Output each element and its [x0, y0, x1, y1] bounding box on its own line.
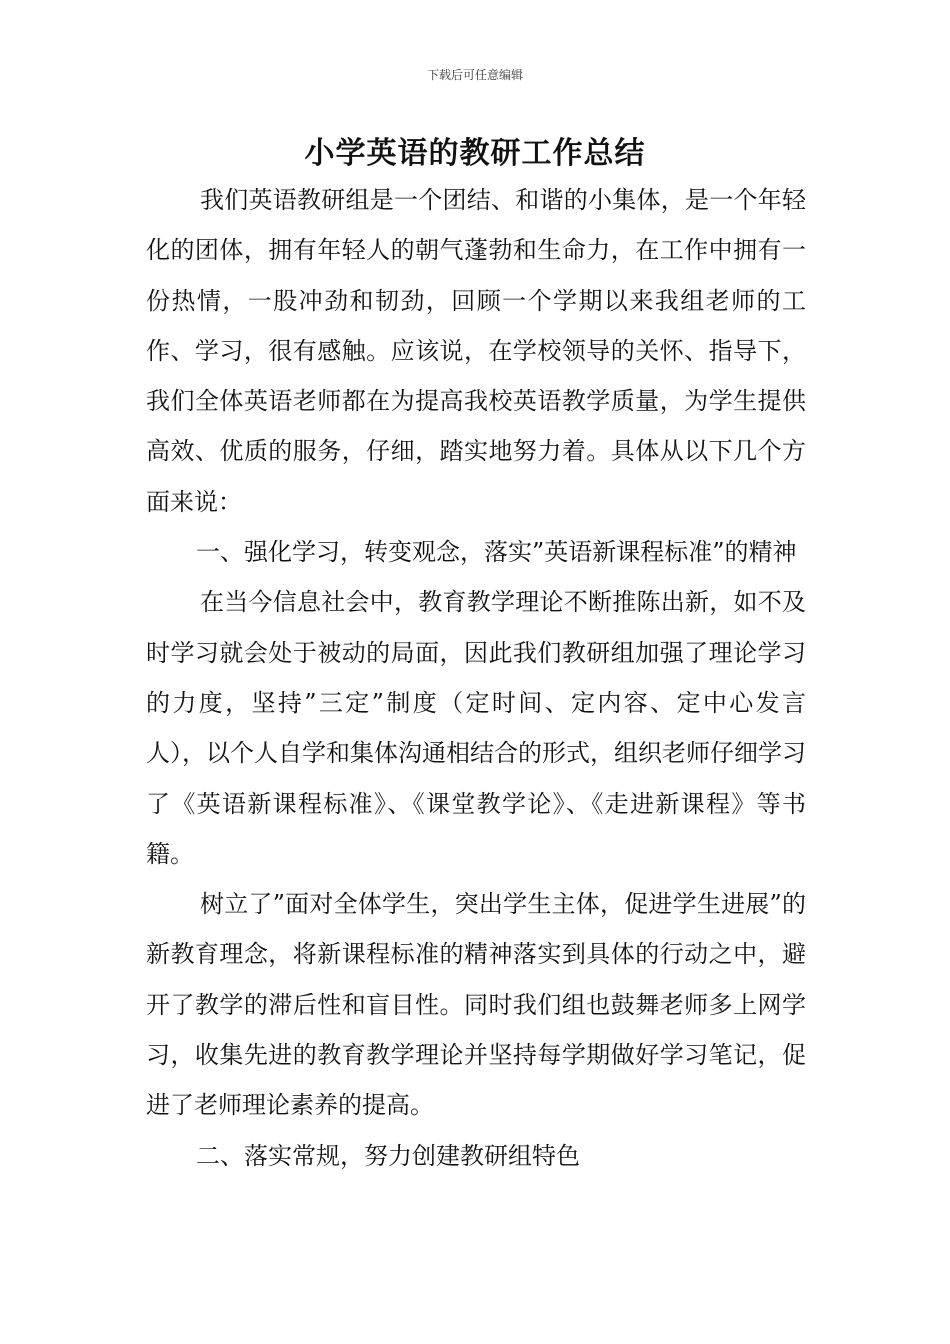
paragraph-study: 在当今信息社会中，教育教学理论不断推陈出新，如不及时学习就会处于被动的局面，因此我们教研组加强了理论学习的力度，坚持”三定”制度（定时间、定内容、定中心发言人），以个人自学和集体沟通相结合的形式，组织老师仔细学习了《英语新课程标准》、《课堂教学论》、《走进新课程》等书籍。	[146, 588, 806, 868]
paragraph-intro: 我们英语教研组是一个团结、和谐的小集体，是一个年轻化的团体，拥有年轻人的朝气蓬勃和生命力，在工作中拥有一份热情，一股冲劲和韧劲，回顾一个学期以来我组老师的工作、学习，很有感触。应该说，在学校领导的关怀、指导下，我们全体英语老师都在为提高我校英语教学质量，为学生提供高效、优质的服务，仔细，踏实地努力着。具体从以下几个方面来说：	[146, 186, 806, 516]
section-heading-1: 一、强化学习，转变观念，落实”英语新课程标准”的精神	[196, 538, 797, 567]
paragraph-concept: 树立了”面对全体学生，突出学生主体，促进学生进展”的新教育理念，将新课程标准的精神落实到具体的行动之中，避开了教学的滞后性和盲目性。同时我们组也鼓舞老师多上网学习，收集先进的教育教学理论并坚持每学期做好学习笔记，促进了老师理论素养的提高。	[146, 890, 806, 1120]
section-heading-2: 二、落实常规，努力创建教研组特色	[196, 1141, 580, 1170]
document-body	[146, 175, 806, 1181]
header-note: 下载后可任意编辑	[426, 68, 523, 82]
document-title: 小学英语的教研工作总结	[304, 136, 646, 171]
